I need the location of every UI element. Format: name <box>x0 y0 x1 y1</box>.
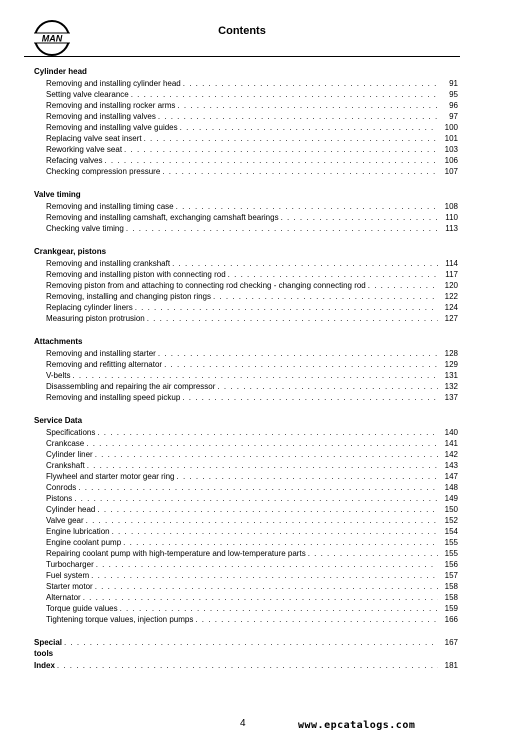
entry-label: Conrods <box>46 483 77 492</box>
entry-page-number: 148 <box>444 483 458 492</box>
dot-leader <box>158 111 438 122</box>
entry-page-number: 158 <box>444 582 458 591</box>
dot-leader <box>83 592 438 603</box>
toc-entry[interactable] <box>34 122 458 133</box>
entry-label: Removing and installing rocker arms <box>46 101 176 110</box>
dot-leader <box>183 78 438 89</box>
entry-page-number: 131 <box>444 371 458 380</box>
entry-page-number: 155 <box>444 538 458 547</box>
dot-leader <box>308 548 438 559</box>
entry-label: Cylinder liner <box>46 450 93 459</box>
entry-page-number: 150 <box>444 505 458 514</box>
section-title: Attachments <box>34 337 83 346</box>
entry-page-number: 96 <box>449 101 458 110</box>
section-title: Service Data <box>34 416 83 425</box>
entry-page-number: 142 <box>444 450 458 459</box>
dot-leader <box>123 537 438 548</box>
toc-entry[interactable] <box>34 449 458 460</box>
dot-leader <box>86 515 438 526</box>
toc-entry[interactable] <box>34 438 458 449</box>
entry-page-number: 166 <box>444 615 458 624</box>
dot-leader <box>131 89 438 100</box>
toc-entry[interactable] <box>34 592 458 603</box>
toc-top-entry[interactable] <box>34 637 458 658</box>
logo-text: MAN <box>41 33 63 44</box>
toc-entry[interactable] <box>34 460 458 471</box>
toc-entry[interactable] <box>34 78 458 89</box>
entry-label: Engine lubrication <box>46 527 110 536</box>
section-title: Valve timing <box>34 190 81 199</box>
toc-entry[interactable] <box>34 133 458 144</box>
entry-label: Replacing valve seat insert <box>46 134 142 143</box>
dot-leader <box>281 212 438 223</box>
entry-label: Removing and installing cylinder head <box>46 79 181 88</box>
toc-section <box>34 189 458 234</box>
toc-entry[interactable] <box>34 258 458 269</box>
entry-label: Removing and installing speed pickup <box>46 393 181 402</box>
entry-page-number: 106 <box>444 156 458 165</box>
dot-leader <box>158 348 438 359</box>
toc-section <box>34 66 458 177</box>
toc-entry[interactable] <box>34 471 458 482</box>
watermark: www.epcatalogs.com <box>298 720 416 731</box>
toc-entry[interactable] <box>34 111 458 122</box>
toc-entry[interactable] <box>34 381 458 392</box>
toc-entry[interactable] <box>34 166 458 177</box>
toc-entry[interactable] <box>34 223 458 234</box>
entry-page-number: 132 <box>444 382 458 391</box>
toc-entry[interactable] <box>34 570 458 581</box>
toc-section <box>34 637 458 658</box>
toc-entry[interactable] <box>34 526 458 537</box>
dot-leader <box>228 269 438 280</box>
dot-leader <box>104 155 438 166</box>
section-title: Crankgear, pistons <box>34 247 107 256</box>
dot-leader <box>96 559 438 570</box>
entry-label: Fuel system <box>46 571 90 580</box>
toc-section <box>34 336 458 403</box>
toc-section <box>34 660 458 671</box>
page-header <box>24 14 460 54</box>
toc-entry[interactable] <box>34 427 458 438</box>
entry-label: Removing and installing starter <box>46 349 156 358</box>
entry-label: Crankcase <box>46 439 85 448</box>
dot-leader <box>144 133 438 144</box>
dot-leader <box>135 302 438 313</box>
dot-leader <box>213 291 438 302</box>
toc-entry[interactable] <box>34 291 458 302</box>
entry-page-number: 147 <box>444 472 458 481</box>
page-title: Contents <box>218 25 266 37</box>
dot-leader <box>95 449 438 460</box>
toc-entry[interactable] <box>34 548 458 559</box>
toc-entry[interactable] <box>34 482 458 493</box>
entry-label: V-belts <box>46 371 71 380</box>
toc-entry[interactable] <box>34 302 458 313</box>
toc-entry[interactable] <box>34 493 458 504</box>
toc-top-entry[interactable] <box>34 660 458 671</box>
dot-leader <box>124 144 438 155</box>
entry-page-number: 149 <box>444 494 458 503</box>
toc-entry[interactable] <box>34 359 458 370</box>
man-logo-icon <box>32 18 72 58</box>
entry-page-number: 129 <box>444 360 458 369</box>
toc-entry[interactable] <box>34 581 458 592</box>
toc-entry[interactable] <box>34 212 458 223</box>
toc-entry[interactable] <box>34 155 458 166</box>
entry-label: Engine coolant pump <box>46 538 122 547</box>
entry-label: Starter motor <box>46 582 93 591</box>
toc-entry[interactable] <box>34 537 458 548</box>
entry-label: Tightening torque values, injection pumps <box>46 615 194 624</box>
entry-page-number: 91 <box>449 79 458 88</box>
entry-label: Removing and installing piston with connecting rod <box>46 270 226 279</box>
entry-page-number: 97 <box>449 112 458 121</box>
entry-page-number: 157 <box>444 571 458 580</box>
entry-page-number: 158 <box>444 593 458 602</box>
entry-label: Specifications <box>46 428 96 437</box>
dot-leader <box>86 438 438 449</box>
dot-leader <box>195 614 438 625</box>
entry-label: Removing and installing valve guides <box>46 123 178 132</box>
entry-page-number: 137 <box>444 393 458 402</box>
entry-page-number: 110 <box>445 213 458 222</box>
entry-page-number: 122 <box>444 292 458 301</box>
dot-leader <box>120 603 438 614</box>
entry-page-number: 159 <box>444 604 458 613</box>
entry-label: Torque guide values <box>46 604 118 613</box>
entry-label: Pistons <box>46 494 73 503</box>
dot-leader <box>95 581 438 592</box>
toc-entry[interactable] <box>34 89 458 100</box>
entry-page-number: 140 <box>444 428 458 437</box>
entry-label: Replacing cylinder liners <box>46 303 133 312</box>
entry-page-number: 124 <box>444 303 458 312</box>
entry-label: Checking compression pressure <box>46 167 161 176</box>
dot-leader <box>180 122 438 133</box>
entry-label: Crankshaft <box>46 461 85 470</box>
entry-label: Refacing valves <box>46 156 103 165</box>
dot-leader <box>368 280 438 291</box>
toc-entry[interactable] <box>34 370 458 381</box>
entry-page-number: 100 <box>444 123 458 132</box>
entry-page-number: 103 <box>444 145 458 154</box>
table-of-contents <box>34 66 458 683</box>
section-title: Cylinder head <box>34 67 87 76</box>
dot-leader <box>177 471 439 482</box>
dot-leader <box>57 660 438 671</box>
top-entry-page-number: 181 <box>444 661 458 670</box>
dot-leader <box>176 201 438 212</box>
entry-page-number: 107 <box>444 167 458 176</box>
dot-leader <box>91 570 438 581</box>
dot-leader <box>97 427 438 438</box>
dot-leader <box>74 493 438 504</box>
entry-label: Removing and refitting alternator <box>46 360 163 369</box>
top-entry-label: Index <box>34 661 55 670</box>
entry-label: Repairing coolant pump with high-temperature and low-temperature parts <box>46 549 306 558</box>
dot-leader <box>64 637 438 648</box>
entry-page-number: 108 <box>444 202 458 211</box>
entry-label: Flywheel and starter motor gear ring <box>46 472 175 481</box>
top-entry-page-number: 167 <box>444 638 458 647</box>
dot-leader <box>126 223 438 234</box>
entry-page-number: 143 <box>444 461 458 470</box>
toc-entry[interactable] <box>34 280 458 291</box>
toc-entry[interactable] <box>34 201 458 212</box>
dot-leader <box>164 359 438 370</box>
toc-section <box>34 246 458 324</box>
dot-leader <box>72 370 438 381</box>
entry-page-number: 120 <box>444 281 458 290</box>
dot-leader <box>87 460 438 471</box>
toc-entry[interactable] <box>34 313 458 324</box>
entry-label: Setting valve clearance <box>46 90 129 99</box>
entry-page-number: 117 <box>445 270 458 279</box>
entry-label: Turbocharger <box>46 560 94 569</box>
dot-leader <box>177 100 438 111</box>
toc-entry[interactable] <box>34 100 458 111</box>
entry-page-number: 113 <box>445 224 458 233</box>
dot-leader <box>217 381 438 392</box>
top-entry-label: Special tools <box>34 638 63 658</box>
dot-leader <box>112 526 438 537</box>
toc-entry[interactable] <box>34 144 458 155</box>
entry-label: Cylinder head <box>46 505 96 514</box>
toc-section <box>34 415 458 625</box>
toc-entry[interactable] <box>34 504 458 515</box>
dot-leader <box>162 166 438 177</box>
dot-leader <box>172 258 438 269</box>
dot-leader <box>78 482 438 493</box>
entry-page-number: 127 <box>444 314 458 323</box>
entry-page-number: 95 <box>449 90 458 99</box>
page-number: 4 <box>240 718 246 729</box>
entry-label: Removing and installing valves <box>46 112 156 121</box>
entry-page-number: 152 <box>444 516 458 525</box>
entry-label: Removing and installing timing case <box>46 202 174 211</box>
entry-page-number: 101 <box>444 134 458 143</box>
entry-page-number: 141 <box>444 439 458 448</box>
entry-label: Removing and installing camshaft, exchanging camshaft bearings <box>46 213 279 222</box>
toc-entry[interactable] <box>34 614 458 625</box>
toc-entry[interactable] <box>34 515 458 526</box>
entry-label: Measuring piston protrusion <box>46 314 145 323</box>
toc-entry[interactable] <box>34 559 458 570</box>
entry-label: Disassembling and repairing the air compressor <box>46 382 216 391</box>
entry-page-number: 154 <box>444 527 458 536</box>
entry-label: Alternator <box>46 593 81 602</box>
toc-entry[interactable] <box>34 392 458 403</box>
entry-label: Reworking valve seat <box>46 145 123 154</box>
dot-leader <box>147 313 438 324</box>
toc-entry[interactable] <box>34 348 458 359</box>
entry-label: Checking valve timing <box>46 224 124 233</box>
toc-entry[interactable] <box>34 269 458 280</box>
entry-page-number: 114 <box>445 259 458 268</box>
entry-page-number: 155 <box>444 549 458 558</box>
entry-label: Removing, installing and changing piston rings <box>46 292 211 301</box>
dot-leader <box>182 392 438 403</box>
entry-label: Removing and installing crankshaft <box>46 259 171 268</box>
entry-page-number: 128 <box>444 349 458 358</box>
toc-entry[interactable] <box>34 603 458 614</box>
dot-leader <box>97 504 438 515</box>
entry-label: Removing piston from and attaching to connecting rod checking - changing connecting rod <box>46 281 366 290</box>
entry-page-number: 156 <box>444 560 458 569</box>
header-divider <box>24 56 460 57</box>
entry-label: Valve gear <box>46 516 84 525</box>
